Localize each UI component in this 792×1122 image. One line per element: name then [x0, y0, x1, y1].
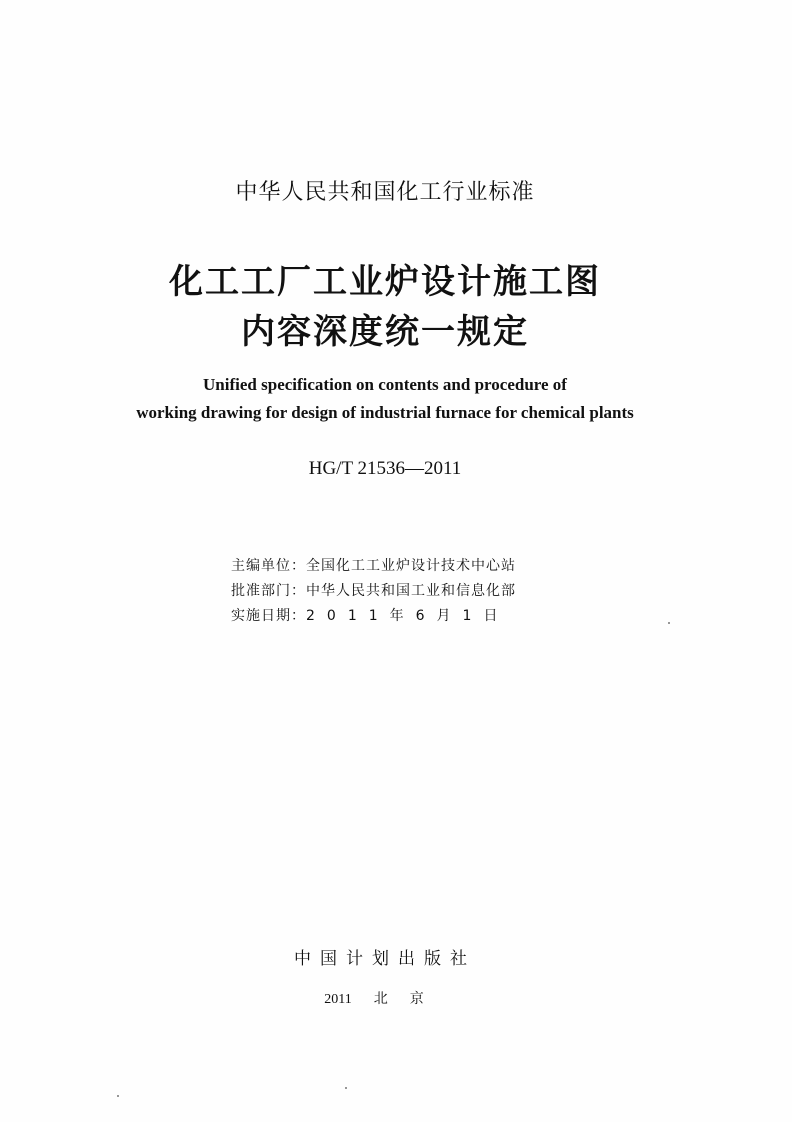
english-title-line2: working drawing for design of industrial furnace for chemical plants — [136, 403, 634, 422]
imprint-year: 2011 — [324, 992, 352, 1007]
meta-editor-row — [231, 555, 516, 575]
meta-date-label: 实施日期： — [231, 608, 306, 624]
series-title: 中华人民共和国化工行业标准 — [235, 180, 535, 205]
scan-speck — [117, 1095, 119, 1097]
scan-speck — [345, 1087, 347, 1089]
meta-date-row — [231, 605, 509, 625]
publisher: 中国计划出版社 — [294, 949, 476, 969]
meta-editor-value: 全国化工工业炉设计技术中心站 — [306, 558, 516, 574]
meta-approver-label: 批准部门： — [231, 583, 306, 599]
meta-editor-label: 主编单位： — [231, 558, 306, 574]
imprint-city: 北京 — [373, 991, 446, 1007]
main-title-line1: 化工工厂工业炉设计施工图 — [169, 262, 601, 302]
standard-number: HG/T 21536—2011 — [308, 458, 462, 479]
scan-speck — [668, 622, 670, 624]
english-title-line1: Unified specification on contents and procedure of — [203, 375, 567, 394]
meta-approver-row — [231, 580, 516, 600]
main-title-line2: 内容深度统一规定 — [241, 312, 529, 352]
imprint — [0, 988, 770, 1008]
meta-approver-value: 中华人民共和国工业和信息化部 — [306, 583, 516, 599]
meta-date-value: 2011年6月1日 — [306, 608, 510, 624]
